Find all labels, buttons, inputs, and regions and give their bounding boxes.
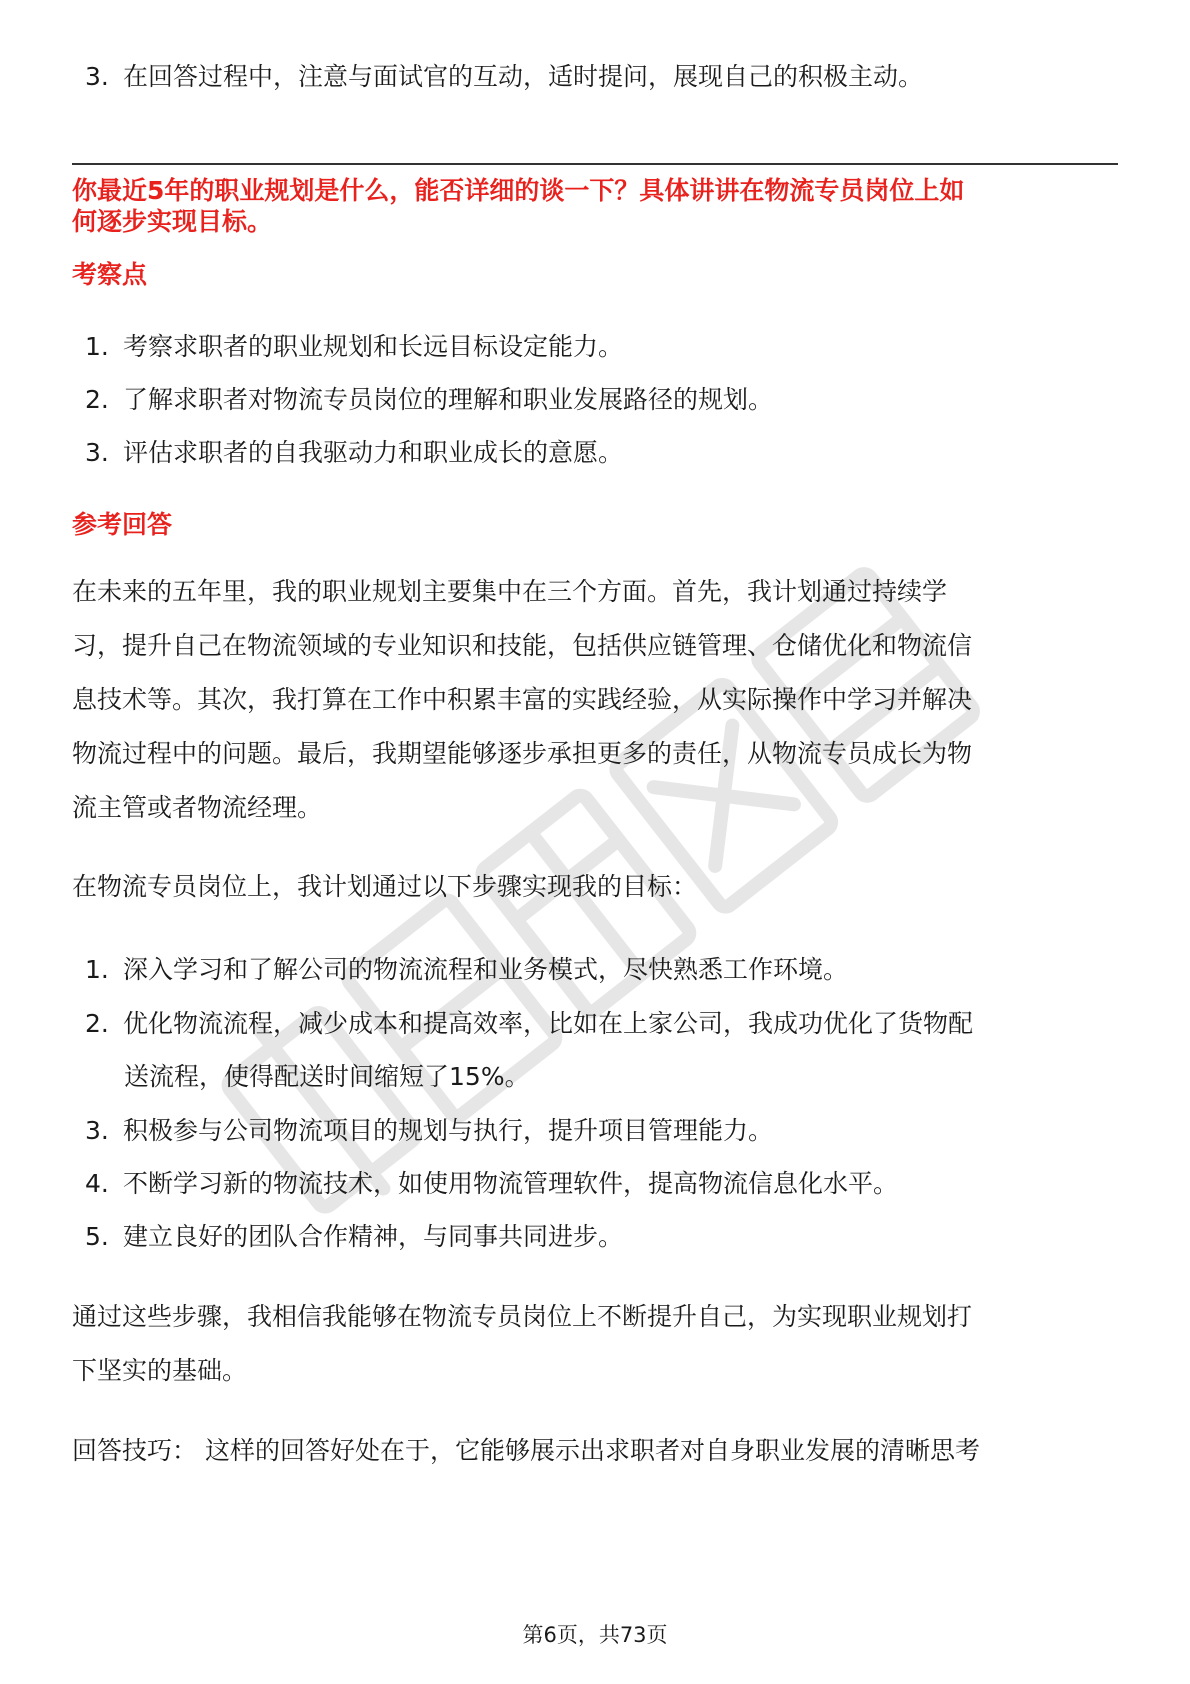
- list-item: [85, 385, 773, 415]
- section-divider: [72, 163, 1118, 165]
- list-text: 考察求职者的职业规划和长远目标设定能力。: [123, 332, 624, 361]
- paragraph-line: 息技术等。其次，我打算在工作中积累丰富的实践经验，从实际操作中学习并解决: [72, 685, 973, 714]
- list-text: 在回答过程中，注意与面试官的互动，适时提问，展现自己的积极主动。: [123, 62, 924, 91]
- list-item: [85, 332, 623, 362]
- paragraph-line: 物流过程中的问题。最后，我期望能够逐步承担更多的责任，从物流专员成长为物: [72, 739, 973, 768]
- list-number: 2.: [85, 385, 109, 414]
- question-line-2: 何逐步实现目标。: [72, 207, 273, 236]
- list-item: [85, 1222, 623, 1252]
- tips-line: 回答技巧： 这样的回答好处在于，它能够展示出求职者对自身职业发展的清晰思考: [72, 1436, 980, 1465]
- list-item: [85, 1169, 898, 1199]
- paragraph-line: 在未来的五年里，我的职业规划主要集中在三个方面。首先，我计划通过持续学: [72, 577, 948, 606]
- list-number: 2.: [85, 1009, 109, 1038]
- focus-heading: 考察点: [72, 260, 148, 289]
- list-text: 优化物流流程，减少成本和提高效率，比如在上家公司，我成功优化了货物配: [123, 1009, 974, 1038]
- list-number: 1.: [85, 332, 109, 361]
- list-text-continued: 送流程，使得配送时间缩短了15%。: [124, 1062, 530, 1091]
- list-text: 积极参与公司物流项目的规划与执行，提升项目管理能力。: [123, 1116, 774, 1145]
- list-item: [85, 62, 923, 92]
- list-number: 1.: [85, 955, 109, 984]
- list-text: 不断学习新的物流技术，如使用物流管理软件，提高物流信息化水平。: [123, 1169, 899, 1198]
- list-text: 深入学习和了解公司的物流流程和业务模式，尽快熟悉工作环境。: [123, 955, 849, 984]
- list-number: 3.: [85, 438, 109, 467]
- list-item: [85, 1116, 773, 1146]
- list-item: [85, 1009, 973, 1039]
- question-line-1: 你最近5年的职业规划是什么，能否详细的谈一下？具体讲讲在物流专员岗位上如: [72, 176, 965, 205]
- paragraph-line: 下坚实的基础。: [72, 1356, 248, 1385]
- answer-heading: 参考回答: [72, 510, 173, 539]
- list-number: 3.: [85, 1116, 109, 1145]
- list-number: 4.: [85, 1169, 109, 1198]
- page-number: 第6页，共73页: [522, 1623, 668, 1647]
- paragraph-line: 在物流专员岗位上，我计划通过以下步骤实现我的目标：: [72, 872, 698, 901]
- paragraph-line: 流主管或者物流经理。: [72, 793, 323, 822]
- list-number: 3.: [85, 62, 109, 91]
- list-item: [85, 438, 623, 468]
- paragraph-line: 习，提升自己在物流领域的专业知识和技能，包括供应链管理、仓储优化和物流信: [72, 631, 973, 660]
- watermark-graphic: [160, 560, 1060, 1260]
- list-text: 了解求职者对物流专员岗位的理解和职业发展路径的规划。: [123, 385, 774, 414]
- list-number: 5.: [85, 1222, 109, 1251]
- list-item: [85, 955, 848, 985]
- list-text: 建立良好的团队合作精神，与同事共同进步。: [123, 1222, 624, 1251]
- list-text: 评估求职者的自我驱动力和职业成长的意愿。: [123, 438, 624, 467]
- paragraph-line: 通过这些步骤，我相信我能够在物流专员岗位上不断提升自己，为实现职业规划打: [72, 1302, 973, 1331]
